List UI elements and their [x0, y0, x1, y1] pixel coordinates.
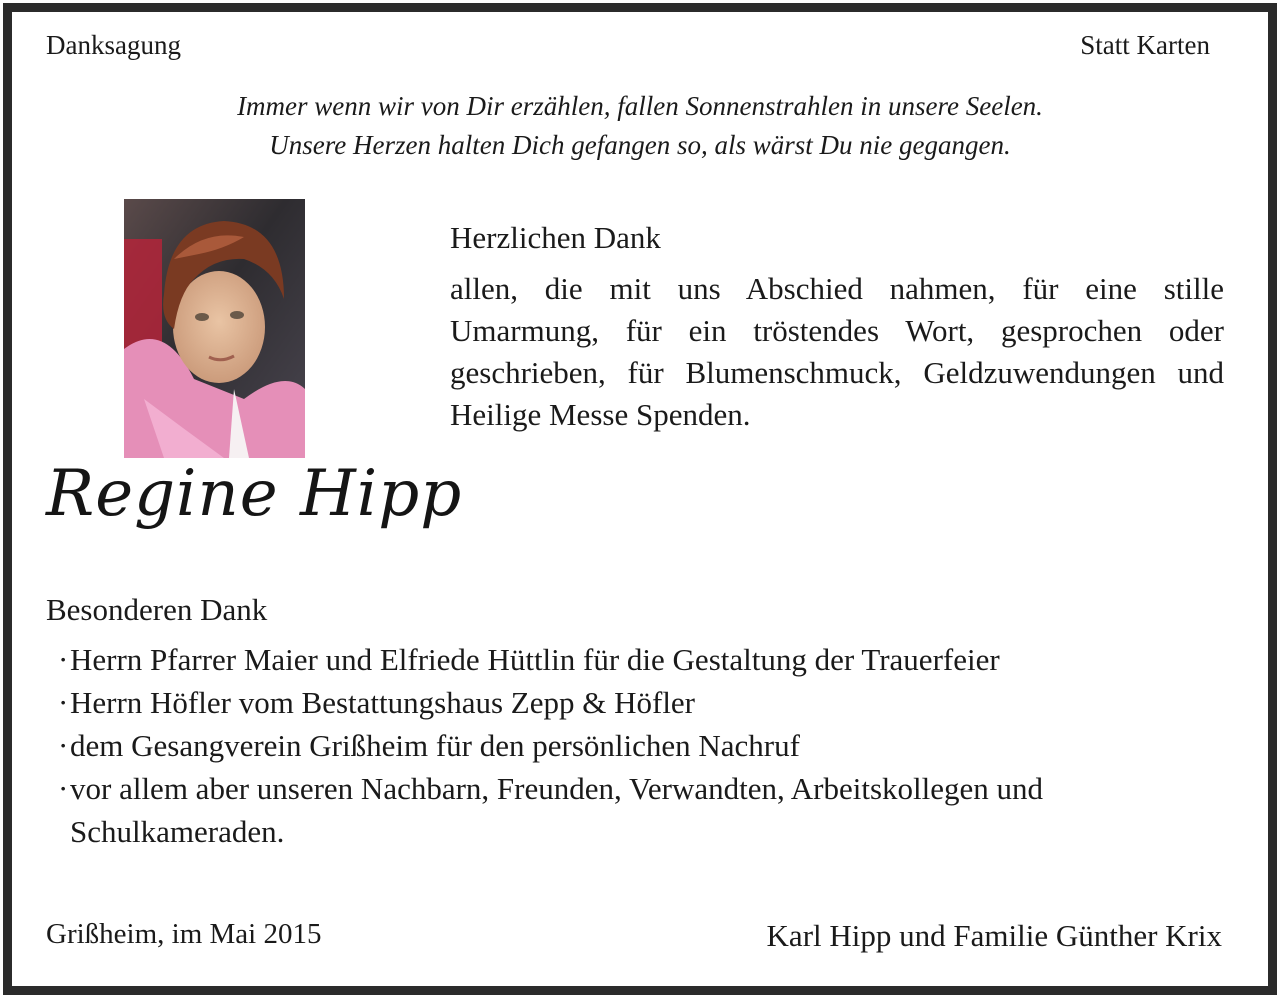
- bullet-icon: [58, 638, 70, 681]
- bullet-icon: [58, 767, 70, 853]
- list-item: [58, 767, 1208, 853]
- special-thanks-heading: Besonderen Dank: [46, 592, 268, 627]
- list-item: [58, 681, 1208, 724]
- thanks-text: allen, die mit uns Abschied nahmen, für eine stille Umarmung, für ein tröstendes Wort, gesprochen oder geschrieben, für Blumenschmuck, Geldzuwendungen und Heilige Messe Spenden.: [450, 271, 1224, 432]
- signature: Karl Hipp und Familie Günther Krix: [766, 918, 1222, 953]
- list-item-text: Herrn Pfarrer Maier und Elfriede Hüttlin für die Gestaltung der Trauerfeier: [70, 642, 1000, 677]
- header-note: Statt Karten: [1080, 30, 1210, 60]
- place-and-date: Grißheim, im Mai 2015: [46, 918, 322, 950]
- bullet-icon: [58, 724, 70, 767]
- deceased-name: Regine Hipp: [46, 457, 463, 531]
- thanks-heading: Herzlichen Dank: [450, 220, 661, 255]
- list-item-text: Herrn Höfler vom Bestattungshaus Zepp & Höfler: [70, 685, 696, 720]
- list-item-text: dem Gesangverein Grißheim für den persönlichen Nachruf: [70, 728, 800, 763]
- list-item-text: vor allem aber unseren Nachbarn, Freunden, Verwandten, Arbeitskollegen und Schulkameraden.: [70, 771, 1044, 849]
- special-thanks-list: [58, 638, 1208, 853]
- header-title: Danksagung: [46, 30, 181, 60]
- portrait-photo: [124, 199, 305, 458]
- list-item: [58, 638, 1208, 681]
- list-item: [58, 724, 1208, 767]
- motto-line-1: Immer wenn wir von Dir erzählen, fallen Sonnenstrahlen in unsere Seelen.: [237, 91, 1043, 121]
- motto-line-2: Unsere Herzen halten Dich gefangen so, als wärst Du nie gegangen.: [269, 130, 1011, 160]
- bullet-icon: [58, 681, 70, 724]
